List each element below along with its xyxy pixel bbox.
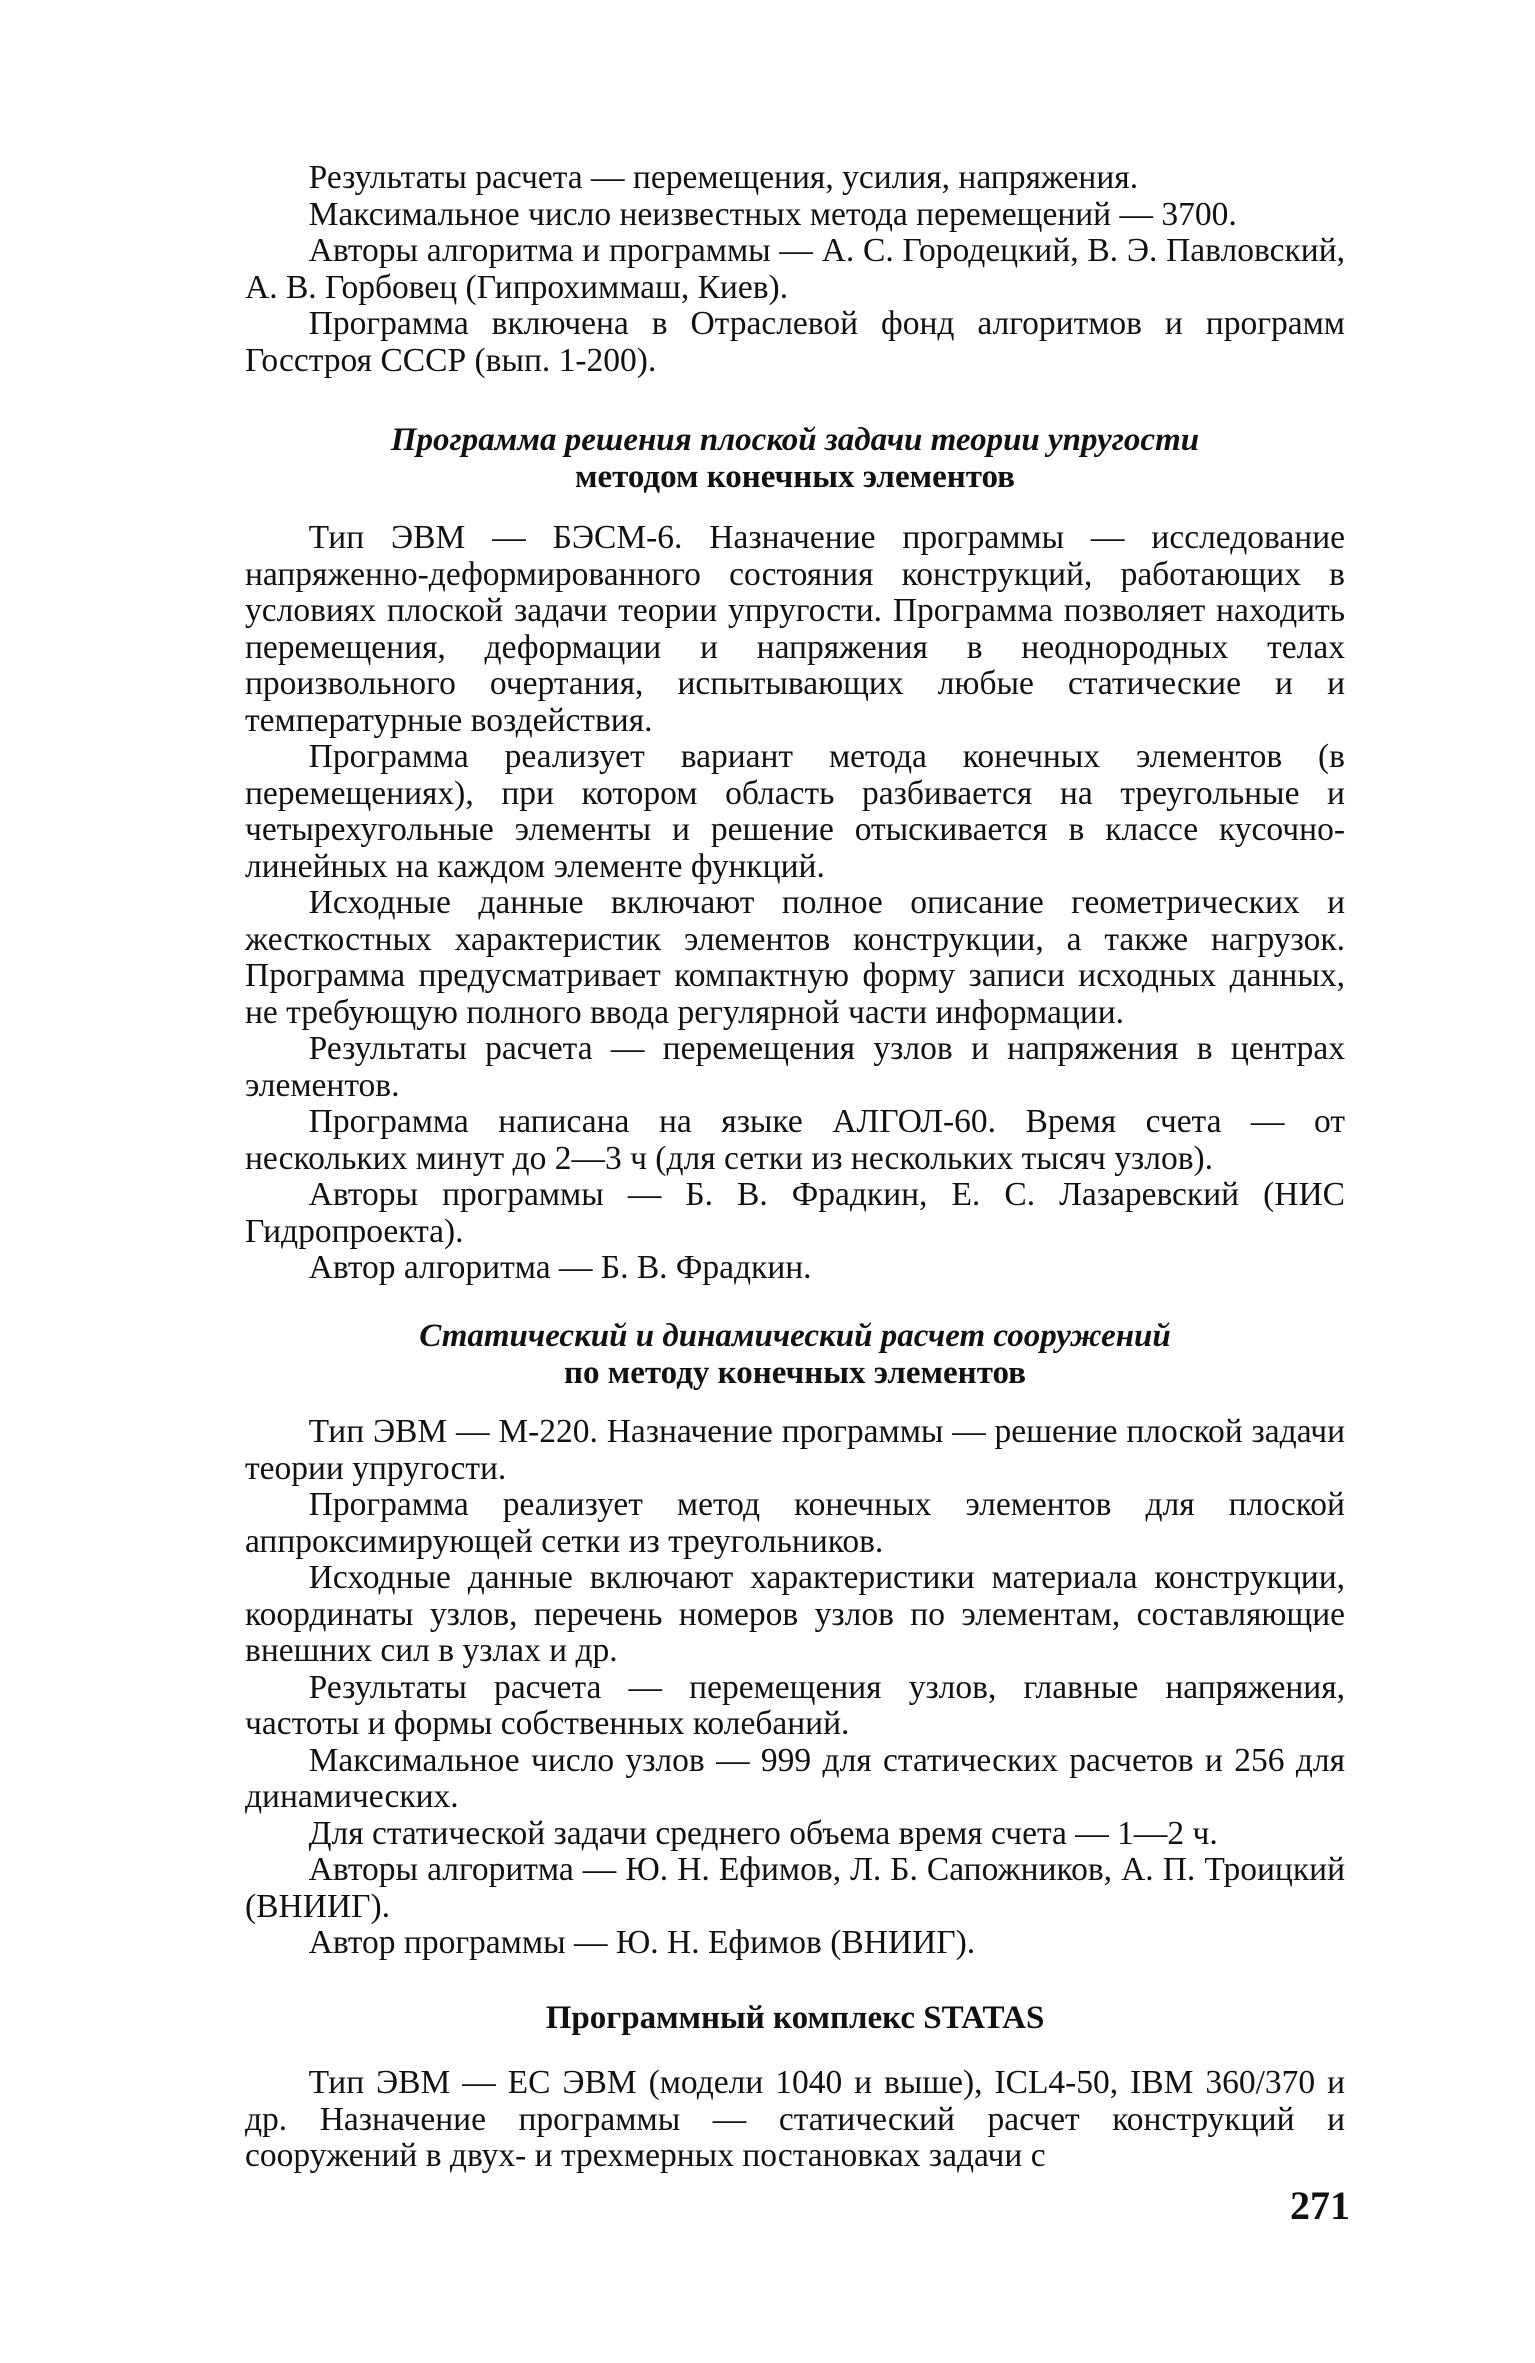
paragraph: Исходные данные включают полное описание геометрических и жесткостных характеристик элементов конструкции, а также нагрузок. Программа предусматривает компактную форму записи исходных данных, не требующую полного ввода регулярной части информации. <box>245 884 1345 1031</box>
paragraph: Результаты расчета — перемещения, усилия, напряжения. <box>308 159 1139 196</box>
paragraph: Для статической задачи среднего объема время счета — 1—2 ч. <box>308 1814 1218 1852</box>
paragraph: Автор программы — Ю. Н. Ефимов (ВНИИГ). <box>308 1924 976 1961</box>
heading-line: методом конечных элементов <box>574 459 1016 495</box>
heading-line: Программа решения плоской задачи теории упругости <box>390 422 1200 458</box>
paragraph: Исходные данные включают характеристики материала конструкции, координаты узлов, перечень номеров узлов по элементам, составляющие внешних сил в узлах и др. <box>245 1559 1345 1669</box>
heading-line: Статический и динамический расчет сооружений <box>419 1318 1171 1354</box>
section-heading-2 <box>245 1318 1345 1392</box>
paragraph: Авторы алгоритма и программы — А. С. Городецкий, В. Э. Павловский, А. В. Горбовец (Гипрохиммаш, Киев). <box>245 232 1345 306</box>
section-2-body <box>245 1414 1345 1962</box>
paragraph: Авторы алгоритма — Ю. Н. Ефимов, Л. Б. Сапожников, А. П. Троицкий (ВНИИГ). <box>245 1851 1345 1925</box>
section-heading-1 <box>245 422 1345 496</box>
paragraph: Программа включена в Отраслевой фонд алгоритмов и программ Госстроя СССР (вып. 1-200). <box>245 305 1345 379</box>
paragraph: Автор алгоритма — Б. В. Фрадкин. <box>308 1249 812 1286</box>
section-1-body <box>245 520 1345 1287</box>
paragraph: Максимальное число неизвестных метода перемещений — 3700. <box>308 195 1237 233</box>
heading-line: Программный комплекс STATAS <box>545 2000 1045 2036</box>
paragraph: Тип ЭВМ — БЭСМ-6. Назначение программы — исследование напряженно-деформированного состояния конструкций, работающих в условиях плоской задачи теории упругости. Программа позволяет находить перемещения, деформации и напряжения в неоднородных телах произвольного очертания, испытывающих любые статические и и температурные воздействия. <box>245 519 1345 739</box>
paragraph: Тип ЭВМ — ЕС ЭВМ (модели 1040 и выше), ICL4-50, IBM 360/370 и др. Назначение программы — статический расчет конструкций и сооружений в двух- и трехмерных постановках задачи с <box>245 2064 1345 2174</box>
paragraph: Программа написана на языке АЛГОЛ-60. Время счета — от нескольких минут до 2—3 ч (для сетки из нескольких тысяч узлов). <box>245 1103 1345 1177</box>
paragraph: Результаты расчета — перемещения узлов и напряжения в центрах элементов. <box>245 1030 1345 1104</box>
section-3-body <box>245 2065 1345 2175</box>
heading-line: по методу конечных элементов <box>564 1355 1026 1391</box>
paragraph: Результаты расчета — перемещения узлов, главные напряжения, частоты и формы собственных колебаний. <box>245 1668 1345 1742</box>
paragraph: Программа реализует вариант метода конечных элементов (в перемещениях), при котором область разбивается на треугольные и четырехугольные элементы и решение отыскивается в классе кусочно-линейных на каждом элементе функций. <box>245 738 1345 885</box>
paragraph: Максимальное число узлов — 999 для статических расчетов и 256 для динамических. <box>245 1741 1345 1815</box>
page-number: 271 <box>1290 2183 1350 2228</box>
paragraph: Программа реализует метод конечных элементов для плоской аппроксимирующей сетки из треугольников. <box>245 1486 1345 1560</box>
paragraph: Тип ЭВМ — М-220. Назначение программы — решение плоской задачи теории упругости. <box>245 1413 1345 1487</box>
section-heading-3 <box>245 2000 1345 2037</box>
paragraph: Авторы программы — Б. В. Фрадкин, Е. С. Лазаревский (НИС Гидропроекта). <box>245 1176 1345 1250</box>
top-text-block <box>245 160 1345 379</box>
